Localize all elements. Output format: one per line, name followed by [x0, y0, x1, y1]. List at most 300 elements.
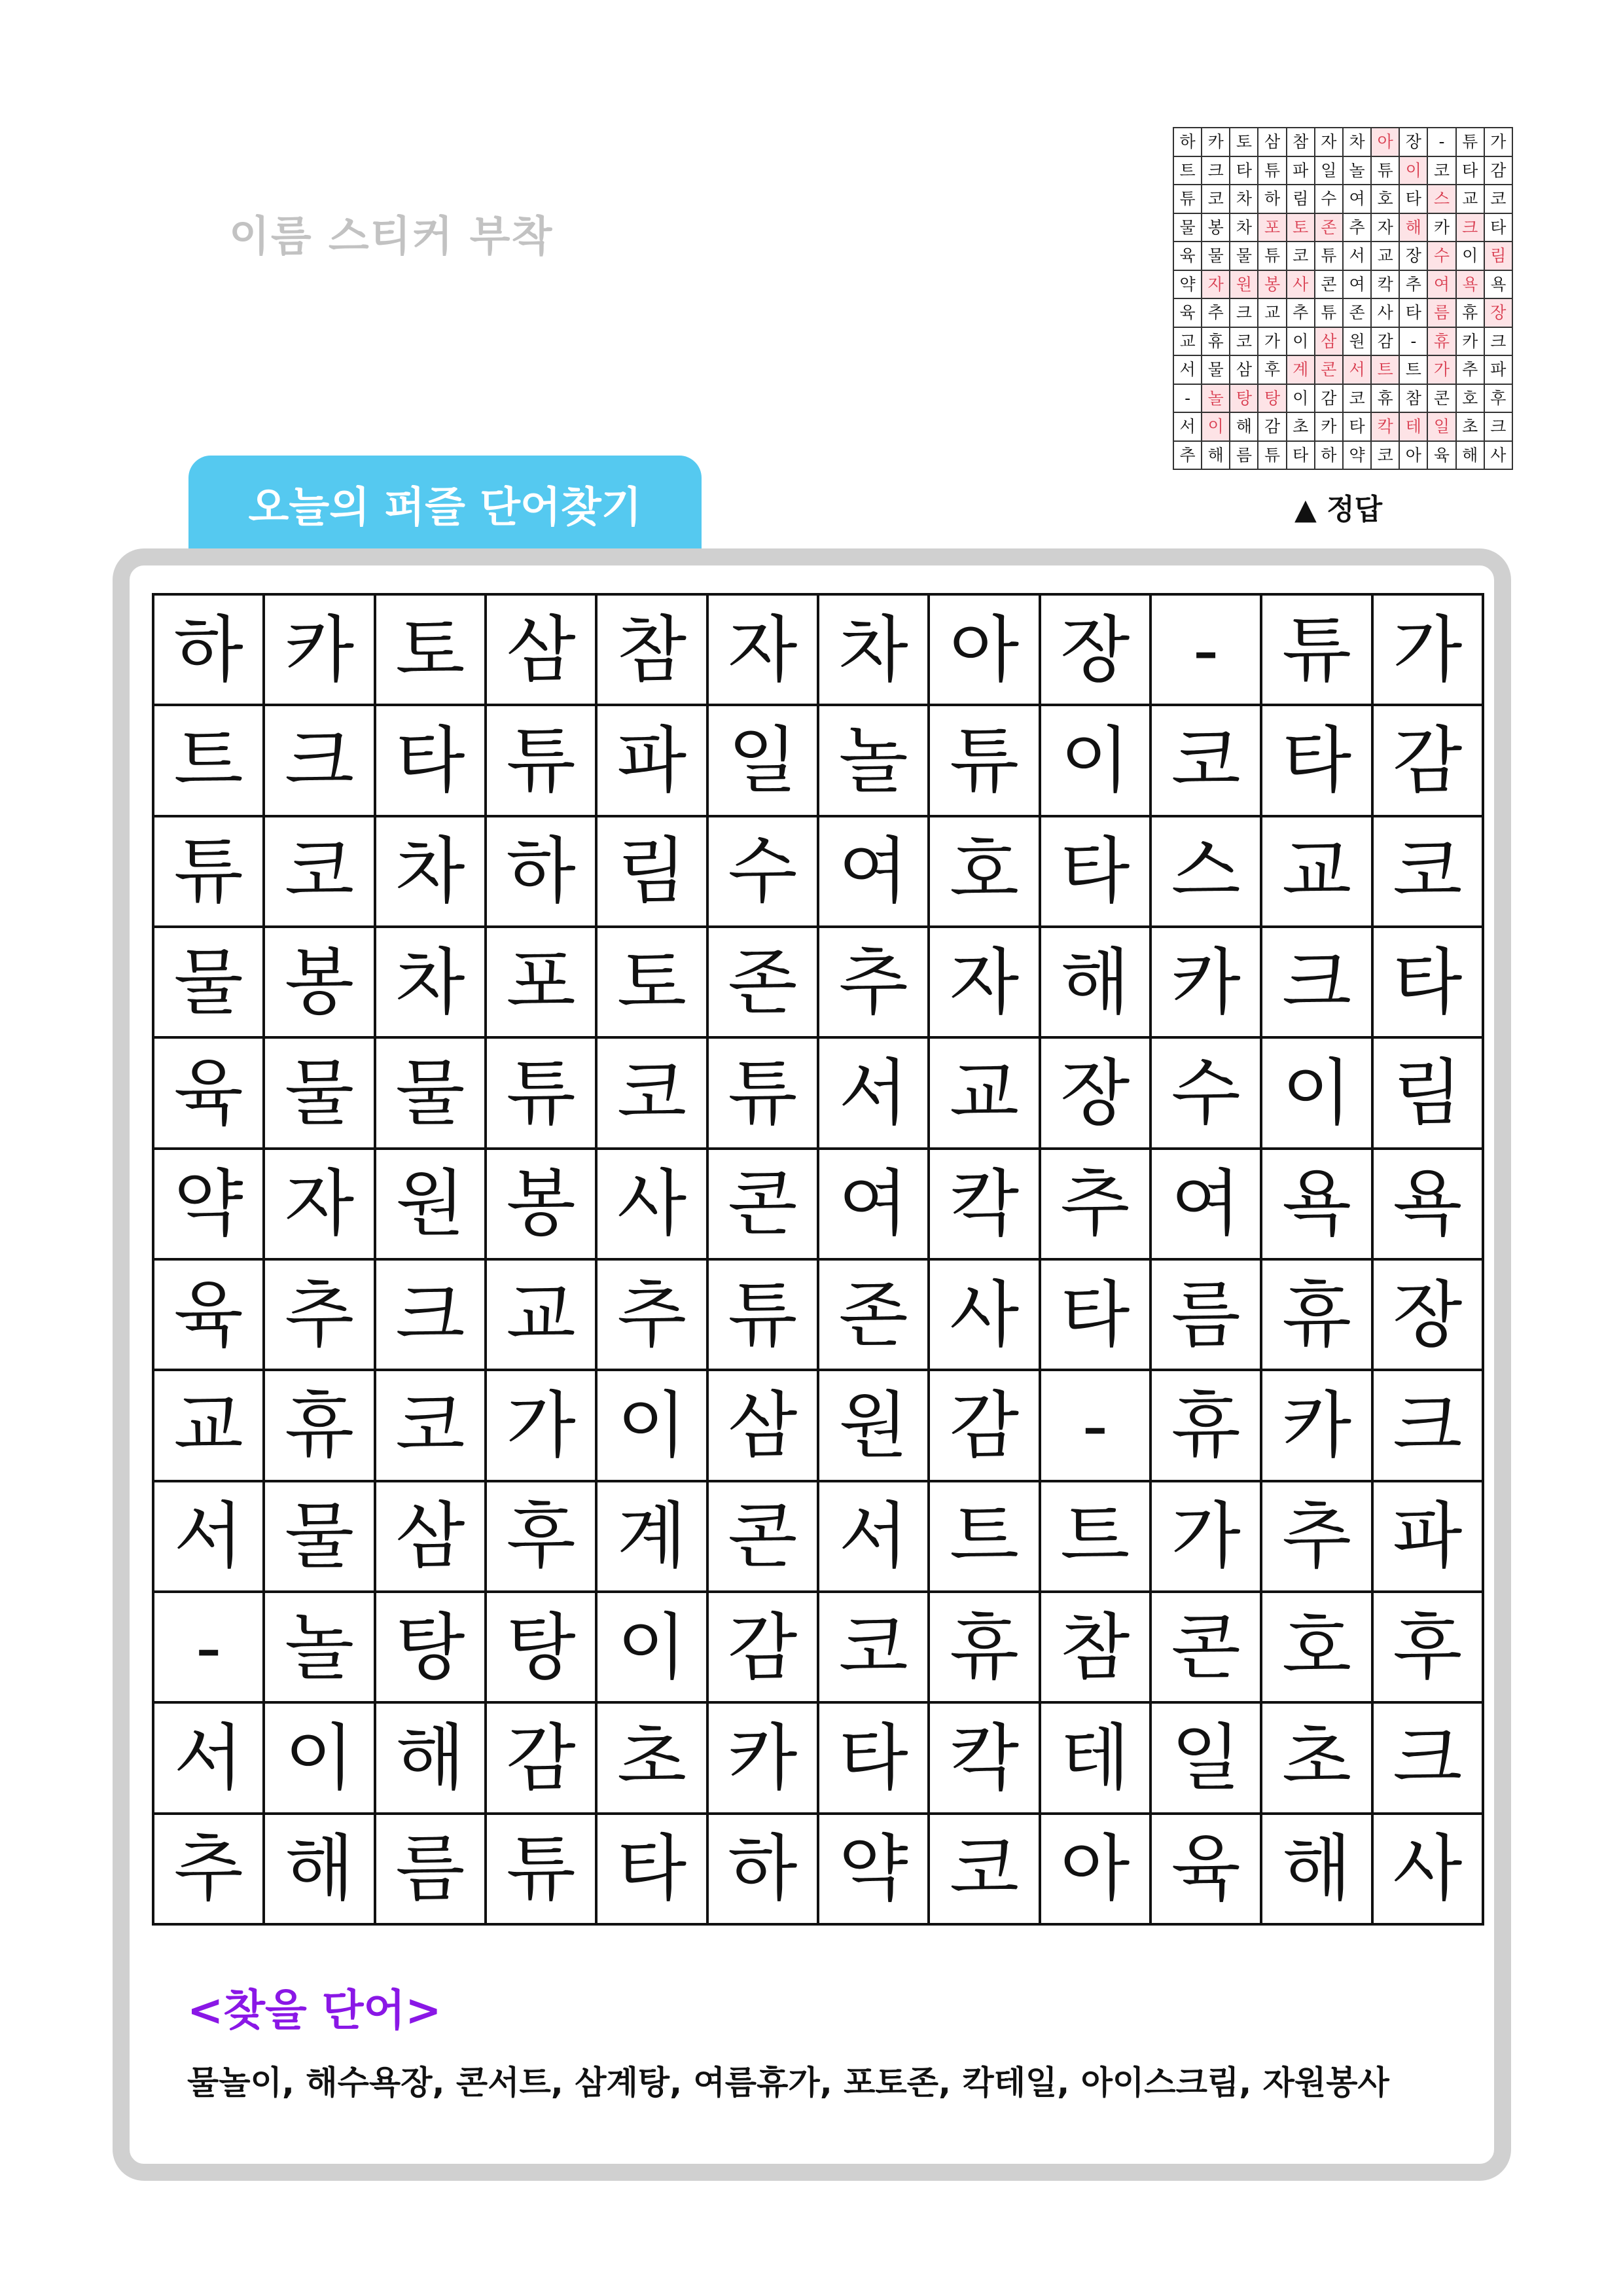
answer-cell: 아: [1371, 128, 1399, 156]
puzzle-cell[interactable]: 튜: [1261, 594, 1372, 705]
puzzle-cell-row: [153, 1259, 1483, 1370]
words-heading: <찾을 단어>: [187, 1985, 442, 2036]
answer-cell: 타: [1456, 156, 1484, 185]
answer-cell: 토: [1230, 128, 1258, 156]
answer-cell-row: [1173, 242, 1512, 270]
puzzle-cell[interactable]: 육: [1150, 1814, 1261, 1924]
puzzle-cell[interactable]: 장: [1372, 1259, 1483, 1370]
puzzle-cell[interactable]: 추: [264, 1259, 374, 1370]
answer-cell: 육: [1427, 441, 1455, 470]
puzzle-cell-row: [153, 1370, 1483, 1480]
puzzle-cell[interactable]: 휴: [1150, 1370, 1261, 1480]
answer-cell: 감: [1371, 327, 1399, 356]
answer-cell: 호: [1371, 185, 1399, 213]
answer-cell: 초: [1287, 412, 1315, 441]
puzzle-cell[interactable]: 삼: [707, 1370, 818, 1480]
puzzle-cell[interactable]: 놀: [264, 1592, 374, 1702]
puzzle-cell[interactable]: 튜: [707, 1037, 818, 1148]
answer-cell: 크: [1484, 327, 1512, 356]
puzzle-cell[interactable]: 사: [596, 1149, 707, 1259]
puzzle-cell[interactable]: 삼: [375, 1481, 486, 1592]
answer-cell: 놀: [1202, 384, 1230, 413]
puzzle-cell[interactable]: 칵: [929, 1702, 1039, 1813]
answer-cell: 코: [1427, 156, 1455, 185]
answer-cell: 장: [1399, 128, 1427, 156]
puzzle-cell[interactable]: 튜: [486, 1037, 596, 1148]
answer-cell: 트: [1173, 156, 1202, 185]
puzzle-cell[interactable]: 계: [596, 1481, 707, 1592]
answer-cell: 후: [1258, 355, 1286, 384]
puzzle-cell[interactable]: 감: [486, 1702, 596, 1813]
puzzle-cell[interactable]: 토: [375, 594, 486, 705]
puzzle-cell[interactable]: 사: [1372, 1814, 1483, 1924]
puzzle-cell[interactable]: 이: [1040, 705, 1150, 816]
answer-cell: 장: [1399, 242, 1427, 270]
answer-cell: 튜: [1456, 128, 1484, 156]
puzzle-cell[interactable]: 가: [1372, 594, 1483, 705]
answer-cell: 교: [1371, 242, 1399, 270]
answer-cell: 여: [1343, 270, 1371, 299]
answer-cell: 코: [1202, 185, 1230, 213]
puzzle-cell[interactable]: 봉: [264, 927, 374, 1037]
puzzle-cell[interactable]: 욕: [1261, 1149, 1372, 1259]
puzzle-cell[interactable]: 장: [1040, 1037, 1150, 1148]
answer-cell: 아: [1399, 441, 1427, 470]
answer-cell: 휴: [1427, 327, 1455, 356]
answer-cell: 차: [1230, 213, 1258, 242]
puzzle-cell[interactable]: 육: [153, 1259, 264, 1370]
puzzle-cell[interactable]: 호: [1261, 1592, 1372, 1702]
puzzle-cell[interactable]: 포: [486, 927, 596, 1037]
answer-cell: 여: [1427, 270, 1455, 299]
puzzle-cell[interactable]: 아: [1040, 1814, 1150, 1924]
puzzle-cell[interactable]: 타: [596, 1814, 707, 1924]
answer-cell: 휴: [1371, 384, 1399, 413]
puzzle-cell[interactable]: 탕: [486, 1592, 596, 1702]
answer-cell: 원: [1343, 327, 1371, 356]
answer-cell: 자: [1202, 270, 1230, 299]
answer-cell: 가: [1484, 128, 1512, 156]
answer-cell: -: [1173, 384, 1202, 413]
puzzle-cell[interactable]: 탕: [375, 1592, 486, 1702]
puzzle-cell[interactable]: 교: [929, 1037, 1039, 1148]
answer-cell: 추: [1202, 298, 1230, 327]
answer-cell: 육: [1173, 298, 1202, 327]
puzzle-cell[interactable]: 원: [375, 1149, 486, 1259]
puzzle-cell[interactable]: 추: [153, 1814, 264, 1924]
puzzle-cell[interactable]: 초: [1261, 1702, 1372, 1813]
answer-cell: 사: [1484, 441, 1512, 470]
puzzle-cell[interactable]: 차: [818, 594, 929, 705]
answer-cell: 교: [1456, 185, 1484, 213]
answer-cell: 봉: [1202, 213, 1230, 242]
puzzle-cell[interactable]: 이: [1261, 1037, 1372, 1148]
puzzle-cell[interactable]: 휴: [264, 1370, 374, 1480]
answer-cell: 욕: [1456, 270, 1484, 299]
answer-cell: 감: [1258, 412, 1286, 441]
puzzle-cell[interactable]: 타: [1372, 927, 1483, 1037]
puzzle-cell[interactable]: 후: [486, 1481, 596, 1592]
answer-cell: 튜: [1258, 242, 1286, 270]
answer-cell: 계: [1287, 355, 1315, 384]
puzzle-cell[interactable]: 여: [818, 1149, 929, 1259]
answer-cell: 콘: [1315, 355, 1343, 384]
answer-cell: 약: [1173, 270, 1202, 299]
answer-cell: 차: [1343, 128, 1371, 156]
puzzle-cell[interactable]: 코: [596, 1037, 707, 1148]
answer-cell: 타: [1399, 298, 1427, 327]
answer-cell: 호: [1456, 384, 1484, 413]
answer-cell: 욕: [1484, 270, 1512, 299]
puzzle-cell[interactable]: 타: [1040, 816, 1150, 927]
puzzle-cell[interactable]: 트: [1040, 1481, 1150, 1592]
puzzle-title: 오늘의 퍼즐 단어찾기: [248, 484, 642, 532]
answer-cell: 하: [1315, 441, 1343, 470]
puzzle-title-tab: [188, 456, 702, 548]
puzzle-cell[interactable]: 름: [375, 1814, 486, 1924]
puzzle-cell[interactable]: 약: [153, 1149, 264, 1259]
puzzle-cell[interactable]: 콘: [707, 1149, 818, 1259]
answer-cell: 자: [1371, 213, 1399, 242]
answer-cell: 초: [1456, 412, 1484, 441]
puzzle-cell[interactable]: 코: [1150, 705, 1261, 816]
puzzle-cell[interactable]: 여: [1150, 1149, 1261, 1259]
puzzle-cell[interactable]: 스: [1150, 816, 1261, 927]
puzzle-cell[interactable]: 추: [596, 1259, 707, 1370]
puzzle-cell[interactable]: 놀: [818, 705, 929, 816]
puzzle-cell[interactable]: 약: [818, 1814, 929, 1924]
puzzle-cell[interactable]: 튜: [486, 1814, 596, 1924]
puzzle-cell[interactable]: 원: [818, 1370, 929, 1480]
answer-cell: 트: [1371, 355, 1399, 384]
puzzle-grid: [152, 593, 1484, 1926]
answer-cell: 교: [1173, 327, 1202, 356]
puzzle-cell[interactable]: 콘: [1150, 1592, 1261, 1702]
puzzle-cell[interactable]: 교: [153, 1370, 264, 1480]
puzzle-cell[interactable]: 일: [1150, 1702, 1261, 1813]
answer-cell: 물: [1173, 213, 1202, 242]
puzzle-cell[interactable]: 교: [1261, 816, 1372, 927]
puzzle-cell[interactable]: 휴: [1261, 1259, 1372, 1370]
answer-key-grid: [1173, 127, 1513, 470]
puzzle-cell[interactable]: 감: [707, 1592, 818, 1702]
answer-cell: 카: [1456, 327, 1484, 356]
answer-cell: 존: [1315, 213, 1343, 242]
answer-cell: 타: [1230, 156, 1258, 185]
name-sticker-label: 이름 스티커 부착: [229, 213, 554, 261]
puzzle-cell[interactable]: 테: [1040, 1702, 1150, 1813]
puzzle-cell[interactable]: 크: [1372, 1370, 1483, 1480]
words-list: 물놀이, 해수욕장, 콘서트, 삼계탕, 여름휴가, 포토존, 칵테일, 아이스크림, 자원봉사: [187, 2064, 1389, 2102]
puzzle-cell[interactable]: 자: [707, 594, 818, 705]
puzzle-cell[interactable]: 하: [486, 816, 596, 927]
answer-cell: 서: [1343, 242, 1371, 270]
answer-cell: 튜: [1371, 156, 1399, 185]
answer-cell: 코: [1230, 327, 1258, 356]
answer-cell: 장: [1484, 298, 1512, 327]
answer-cell: 추: [1287, 298, 1315, 327]
puzzle-cell[interactable]: 타: [375, 705, 486, 816]
puzzle-cell-row: [153, 1037, 1483, 1148]
puzzle-cell[interactable]: 타: [1261, 705, 1372, 816]
answer-cell: 삼: [1315, 327, 1343, 356]
puzzle-cell[interactable]: 호: [929, 816, 1039, 927]
answer-cell: 일: [1315, 156, 1343, 185]
puzzle-cell[interactable]: 튜: [707, 1259, 818, 1370]
answer-cell: 림: [1484, 242, 1512, 270]
puzzle-cell[interactable]: 감: [929, 1370, 1039, 1480]
puzzle-cell[interactable]: -: [1150, 594, 1261, 705]
puzzle-cell[interactable]: 존: [707, 927, 818, 1037]
puzzle-cell[interactable]: 육: [153, 1037, 264, 1148]
puzzle-cell[interactable]: 서: [153, 1702, 264, 1813]
answer-cell: 콘: [1427, 384, 1455, 413]
puzzle-cell-row: [153, 1702, 1483, 1813]
puzzle-cell[interactable]: 림: [1372, 1037, 1483, 1148]
puzzle-cell[interactable]: 해: [1040, 927, 1150, 1037]
answer-cell: 물: [1230, 242, 1258, 270]
answer-cell: 원: [1230, 270, 1258, 299]
answer-cell-row: [1173, 298, 1512, 327]
puzzle-cell[interactable]: 휴: [929, 1592, 1039, 1702]
puzzle-cell[interactable]: 차: [375, 816, 486, 927]
answer-cell: 토: [1287, 213, 1315, 242]
answer-cell: 타: [1343, 412, 1371, 441]
puzzle-cell[interactable]: 하: [707, 1814, 818, 1924]
answer-cell-row: [1173, 441, 1512, 470]
puzzle-cell[interactable]: 크: [1372, 1702, 1483, 1813]
puzzle-cell-row: [153, 1149, 1483, 1259]
puzzle-cell[interactable]: 해: [1261, 1814, 1372, 1924]
puzzle-cell[interactable]: 트: [929, 1481, 1039, 1592]
puzzle-cell-row: [153, 1481, 1483, 1592]
answer-cell: 수: [1427, 242, 1455, 270]
puzzle-cell[interactable]: 크: [375, 1259, 486, 1370]
puzzle-cell[interactable]: -: [1040, 1370, 1150, 1480]
answer-cell: 콘: [1315, 270, 1343, 299]
puzzle-cell[interactable]: 림: [596, 816, 707, 927]
puzzle-cell[interactable]: 욕: [1372, 1149, 1483, 1259]
answer-cell: 름: [1230, 441, 1258, 470]
puzzle-cell[interactable]: 카: [264, 594, 374, 705]
answer-cell: 해: [1202, 441, 1230, 470]
answer-cell: 삼: [1258, 128, 1286, 156]
answer-cell: 존: [1343, 298, 1371, 327]
answer-cell: 육: [1173, 242, 1202, 270]
answer-cell-row: [1173, 412, 1512, 441]
puzzle-cell[interactable]: 물: [264, 1481, 374, 1592]
puzzle-cell[interactable]: 가: [1150, 1481, 1261, 1592]
answer-cell: 물: [1202, 355, 1230, 384]
answer-cell: 카: [1202, 128, 1230, 156]
answer-cell: 해: [1456, 441, 1484, 470]
puzzle-cell[interactable]: 카: [707, 1702, 818, 1813]
answer-cell: 포: [1258, 213, 1286, 242]
puzzle-cell[interactable]: 추: [818, 927, 929, 1037]
puzzle-cell[interactable]: 튜: [929, 705, 1039, 816]
puzzle-cell[interactable]: 장: [1040, 594, 1150, 705]
answer-cell: 크: [1230, 298, 1258, 327]
puzzle-cell[interactable]: 교: [486, 1259, 596, 1370]
puzzle-cell[interactable]: 카: [1261, 1370, 1372, 1480]
puzzle-cell[interactable]: 코: [1372, 816, 1483, 927]
puzzle-cell[interactable]: 크: [264, 705, 374, 816]
puzzle-cell[interactable]: 해: [264, 1814, 374, 1924]
puzzle-cell[interactable]: 파: [1372, 1481, 1483, 1592]
puzzle-cell[interactable]: 이: [596, 1370, 707, 1480]
answer-cell: 이: [1399, 156, 1427, 185]
answer-cell: 약: [1343, 441, 1371, 470]
puzzle-cell[interactable]: 콘: [707, 1481, 818, 1592]
answer-cell: 칵: [1371, 270, 1399, 299]
puzzle-cell[interactable]: 름: [1150, 1259, 1261, 1370]
puzzle-cell[interactable]: 참: [1040, 1592, 1150, 1702]
answer-cell: 트: [1399, 355, 1427, 384]
puzzle-cell[interactable]: 봉: [486, 1149, 596, 1259]
puzzle-cell[interactable]: 수: [707, 816, 818, 927]
answer-cell: 물: [1202, 242, 1230, 270]
puzzle-cell[interactable]: 추: [1040, 1149, 1150, 1259]
answer-cell: 크: [1484, 412, 1512, 441]
answer-cell: 파: [1287, 156, 1315, 185]
answer-cell: 코: [1371, 441, 1399, 470]
puzzle-cell[interactable]: 튜: [486, 705, 596, 816]
puzzle-cell[interactable]: 서: [818, 1481, 929, 1592]
answer-cell-row: [1173, 270, 1512, 299]
puzzle-cell[interactable]: 타: [818, 1702, 929, 1813]
puzzle-cell[interactable]: 서: [153, 1481, 264, 1592]
puzzle-cell[interactable]: 자: [264, 1149, 374, 1259]
answer-cell: 파: [1484, 355, 1512, 384]
answer-cell: 튜: [1258, 441, 1286, 470]
puzzle-cell[interactable]: 물: [153, 927, 264, 1037]
answer-cell: 가: [1258, 327, 1286, 356]
answer-cell: 카: [1427, 213, 1455, 242]
puzzle-cell[interactable]: 이: [596, 1592, 707, 1702]
puzzle-cell[interactable]: 사: [929, 1259, 1039, 1370]
puzzle-cell[interactable]: 하: [153, 594, 264, 705]
answer-cell: 카: [1315, 412, 1343, 441]
answer-cell: 이: [1456, 242, 1484, 270]
answer-cell: 교: [1258, 298, 1286, 327]
answer-cell: 서: [1173, 412, 1202, 441]
answer-cell: 추: [1173, 441, 1202, 470]
answer-cell: 봉: [1258, 270, 1286, 299]
answer-cell: 코: [1287, 242, 1315, 270]
puzzle-cell[interactable]: 해: [375, 1702, 486, 1813]
puzzle-cell-row: [153, 927, 1483, 1037]
answer-cell: 해: [1230, 412, 1258, 441]
puzzle-cell[interactable]: -: [153, 1592, 264, 1702]
answer-cell: 튜: [1315, 242, 1343, 270]
answer-cell: 서: [1173, 355, 1202, 384]
answer-key: [1173, 127, 1513, 470]
answer-key-caption: ▲ 정답: [1294, 493, 1383, 526]
answer-cell-row: [1173, 185, 1512, 213]
answer-cell: 사: [1287, 270, 1315, 299]
puzzle-cell[interactable]: 코: [264, 816, 374, 927]
puzzle-cell[interactable]: 자: [929, 927, 1039, 1037]
puzzle-cell[interactable]: 가: [486, 1370, 596, 1480]
answer-cell: 탕: [1230, 384, 1258, 413]
puzzle-cell[interactable]: 후: [1372, 1592, 1483, 1702]
puzzle-cell[interactable]: 감: [1372, 705, 1483, 816]
puzzle-cell[interactable]: 칵: [929, 1149, 1039, 1259]
answer-cell: 이: [1287, 327, 1315, 356]
answer-cell-row: [1173, 128, 1512, 156]
puzzle-cell[interactable]: 물: [264, 1037, 374, 1148]
puzzle-cell[interactable]: 튜: [153, 816, 264, 927]
puzzle-cell[interactable]: 참: [596, 594, 707, 705]
puzzle-cell[interactable]: 추: [1261, 1481, 1372, 1592]
puzzle-cell[interactable]: 일: [707, 705, 818, 816]
puzzle-cell-row: [153, 1592, 1483, 1702]
answer-cell: 칵: [1371, 412, 1399, 441]
puzzle-cell[interactable]: 크: [1261, 927, 1372, 1037]
puzzle-cell[interactable]: 수: [1150, 1037, 1261, 1148]
puzzle-cell[interactable]: 이: [264, 1702, 374, 1813]
answer-cell: 감: [1484, 156, 1512, 185]
answer-cell: 삼: [1230, 355, 1258, 384]
answer-cell: 수: [1315, 185, 1343, 213]
puzzle-cell[interactable]: 서: [818, 1037, 929, 1148]
answer-cell: 하: [1258, 185, 1286, 213]
puzzle-cell[interactable]: 코: [929, 1814, 1039, 1924]
answer-cell: 추: [1456, 355, 1484, 384]
puzzle-cell[interactable]: 트: [153, 705, 264, 816]
answer-cell: 름: [1427, 298, 1455, 327]
answer-cell: 탕: [1258, 384, 1286, 413]
puzzle-cell[interactable]: 타: [1040, 1259, 1150, 1370]
answer-cell: 크: [1456, 213, 1484, 242]
puzzle-cell[interactable]: 삼: [486, 594, 596, 705]
answer-cell: 코: [1484, 185, 1512, 213]
answer-cell: 코: [1343, 384, 1371, 413]
answer-cell: 튜: [1173, 185, 1202, 213]
answer-cell: 튜: [1315, 298, 1343, 327]
puzzle-cell[interactable]: 차: [375, 927, 486, 1037]
answer-cell: 해: [1399, 213, 1427, 242]
answer-cell: 자: [1315, 128, 1343, 156]
answer-cell: 휴: [1202, 327, 1230, 356]
answer-cell: -: [1399, 327, 1427, 356]
answer-cell: 참: [1287, 128, 1315, 156]
puzzle-cell[interactable]: 토: [596, 927, 707, 1037]
answer-cell: 서: [1343, 355, 1371, 384]
answer-cell: -: [1427, 128, 1455, 156]
puzzle-cell[interactable]: 여: [818, 816, 929, 927]
puzzle-cell-row: [153, 1814, 1483, 1924]
puzzle-cell[interactable]: 존: [818, 1259, 929, 1370]
answer-cell: 림: [1287, 185, 1315, 213]
answer-cell: 타: [1399, 185, 1427, 213]
puzzle-cell[interactable]: 코: [818, 1592, 929, 1702]
puzzle-cell[interactable]: 초: [596, 1702, 707, 1813]
puzzle-cell-row: [153, 705, 1483, 816]
answer-cell: 참: [1399, 384, 1427, 413]
answer-cell-row: [1173, 156, 1512, 185]
answer-cell: 일: [1427, 412, 1455, 441]
puzzle-cell[interactable]: 아: [929, 594, 1039, 705]
puzzle-cell-row: [153, 816, 1483, 927]
puzzle-cell[interactable]: 코: [375, 1370, 486, 1480]
puzzle-cell[interactable]: 카: [1150, 927, 1261, 1037]
answer-cell: 타: [1287, 441, 1315, 470]
answer-cell: 이: [1287, 384, 1315, 413]
puzzle-cell[interactable]: 파: [596, 705, 707, 816]
answer-cell: 후: [1484, 384, 1512, 413]
puzzle-cell[interactable]: 물: [375, 1037, 486, 1148]
